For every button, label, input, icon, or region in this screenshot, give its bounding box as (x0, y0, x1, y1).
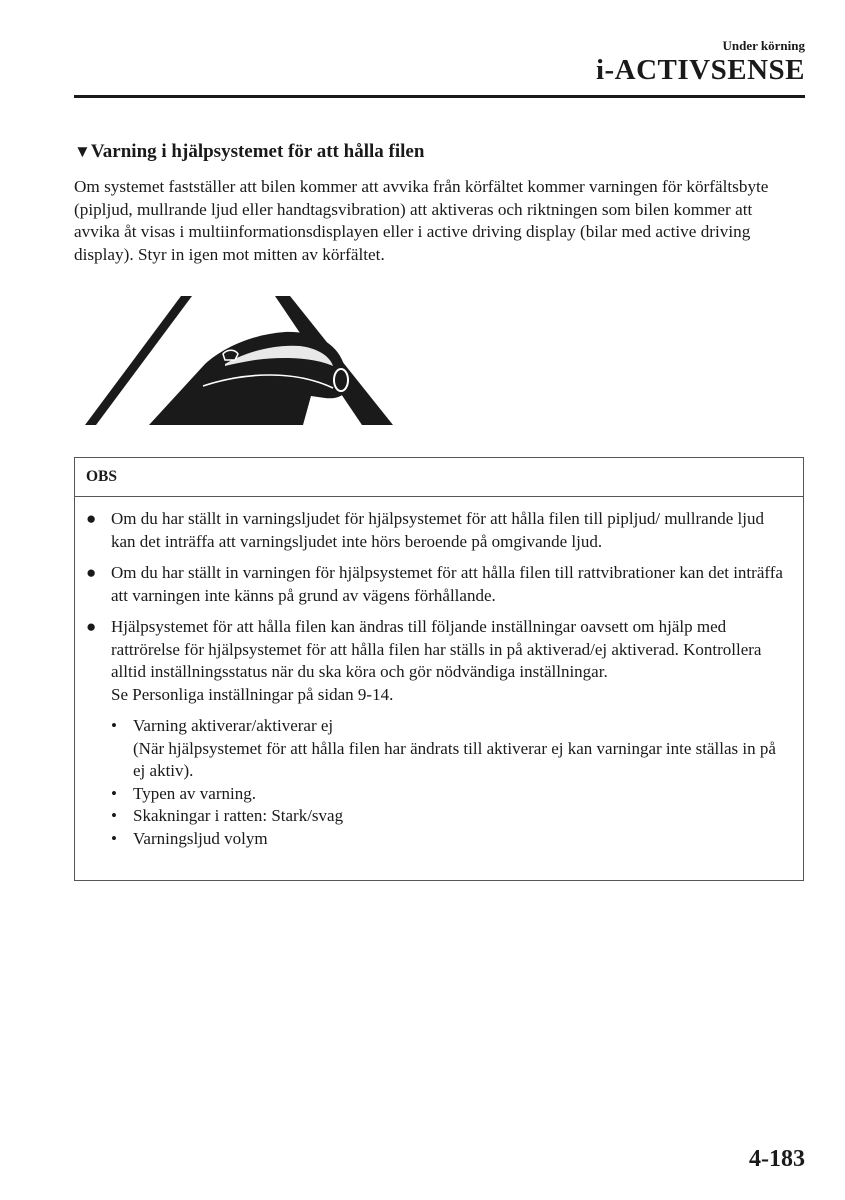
lane-departure-warning-icon (85, 294, 393, 426)
obs-title: OBS (75, 458, 803, 497)
header-section-label: Under körning (722, 38, 805, 53)
body-paragraph: Om systemet fastställer att bilen kommer att avvika från körfältet kommer varningen för körfältsbyte (pipljud, mullrande ljud eller handtagsvibration) att aktiveras och riktningen som bilen kommer att avvika åt visas i multiinformationsdisplayen eller i active driving display (bilar med active driving display). Styr in igen mot mitten av körfältet. (74, 177, 769, 264)
section-heading-text: Varning i hjälpsystemet för att hålla filen (90, 141, 425, 162)
obs-item-text: Om du har ställt in varningen för hjälpsystemet för att hålla filen till rattvibrationer kan det inträffa att varningen inte känns på grund av vägens förhållande. (111, 563, 783, 605)
sub-list-item (111, 828, 783, 851)
sub-list-item (111, 805, 783, 828)
page-reference: Se Personliga inställningar på sidan 9-14. (111, 684, 394, 704)
sub-item-text: Varning aktiverar/aktiverar ej (133, 716, 334, 735)
sub-bullet-icon: • (111, 716, 117, 735)
sub-item-text: Varningsljud volym (133, 828, 268, 848)
obs-item (75, 616, 803, 850)
bullet-icon: ● (86, 563, 97, 582)
car-silhouette (149, 332, 348, 425)
sub-item-text: Skakningar i ratten: Stark/svag (133, 806, 344, 825)
sub-item-text: Typen av varning. (133, 783, 256, 803)
section-heading (74, 141, 424, 163)
obs-item-text: Hjälpsystemet för att hålla filen kan ändras till följande inställningar oavsett om hjälp med rattrörelse för hjälpsystemet för att hålla filen har ställs in på aktiverad/ej aktiverad. Kontrollera alltid inställningsstatus när du ska köra och gör nödvändiga inställningar. (111, 617, 762, 681)
lane-departure-illustration (85, 294, 393, 426)
obs-item (75, 562, 803, 607)
bullet-icon: ● (86, 617, 97, 636)
obs-note-box (74, 457, 804, 881)
page-number: 4-183 (749, 1146, 805, 1172)
obs-list (75, 497, 803, 850)
sub-list-item (111, 783, 783, 806)
sub-bullet-icon: • (111, 783, 117, 803)
obs-item-text: Om du har ställt in varningsljudet för hjälpsystemet för att hålla filen till pipljud/ mullrande ljud kan det inträffa att varningsljudet inte hörs beroende på omgivande ljud. (111, 509, 764, 551)
heading-marker-icon: ▼ (74, 142, 91, 161)
page-title: i-ACTIVSENSE (595, 54, 805, 86)
settings-sub-list (111, 715, 783, 850)
car-side-mirror (223, 350, 238, 360)
sub-item-note: (När hjälpsystemet för att hålla filen har ändrats till aktiverar ej kan varningar inte ställas in på ej aktiv). (133, 738, 776, 780)
header-rule (74, 95, 805, 98)
obs-item (75, 508, 803, 553)
sub-bullet-icon: • (111, 806, 117, 825)
sub-bullet-icon: • (111, 828, 117, 848)
sub-list-item (111, 715, 783, 783)
bullet-icon: ● (86, 509, 97, 528)
